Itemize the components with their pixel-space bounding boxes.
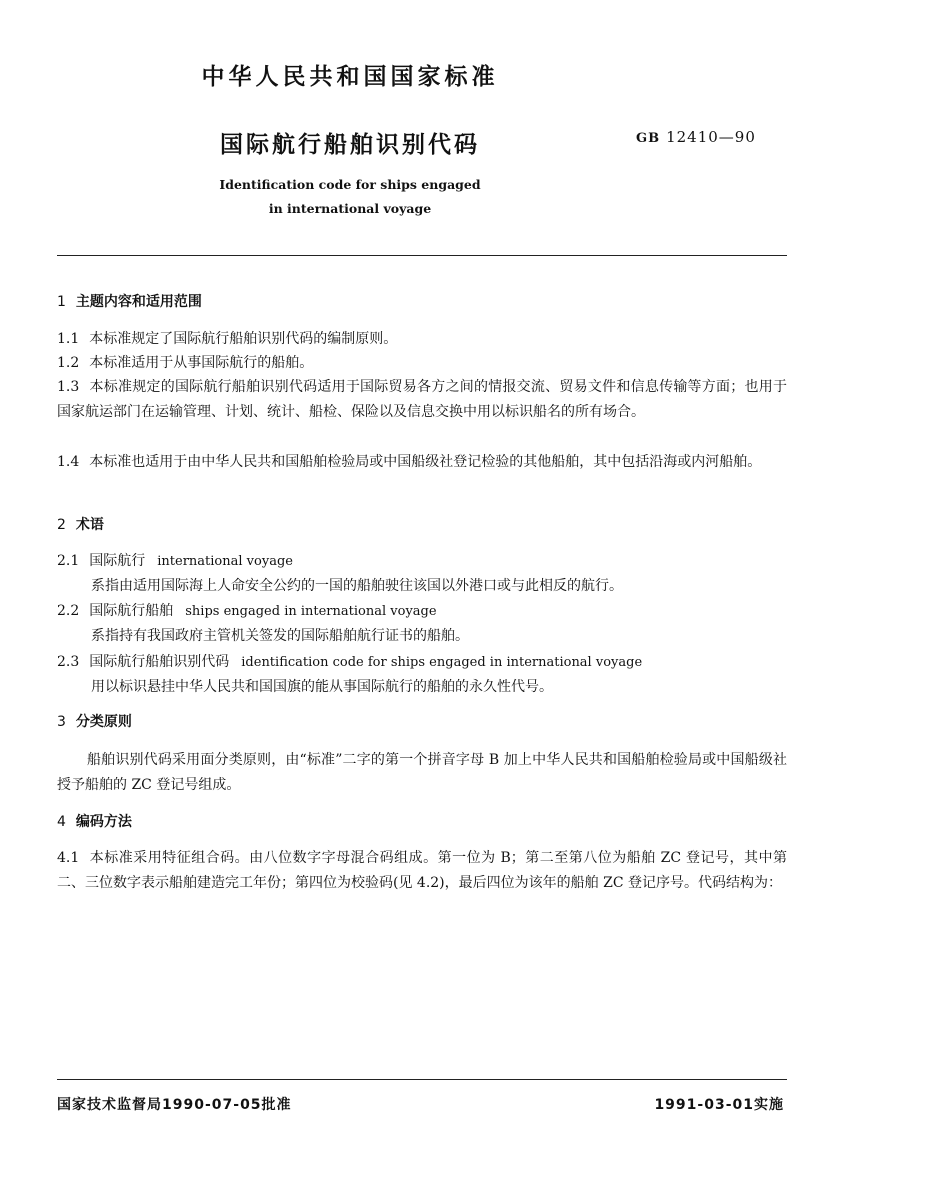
- section-1-title: 主题内容和适用范围: [75, 294, 202, 310]
- standard-code: [636, 128, 756, 146]
- term-number: 2.1: [57, 553, 80, 569]
- term-name: 国际航行船舶识别代码: [89, 654, 230, 670]
- clause-number: 1.2: [57, 355, 80, 371]
- term-2-3-definition: 用以标识悬挂中华人民共和国国旗的能从事国际航行的船舶的永久性代号。: [91, 679, 553, 695]
- clause-text: 本标准规定的国际航行船舶识别代码适用于国际贸易各方之间的情报交流、贸易文件和信息传输等方面；也用于国家航运部门在运输管理、计划、统计、船检、保险以及信息交换中用以标识船名的所有场合。: [57, 379, 787, 420]
- term-number: 2.3: [57, 654, 80, 670]
- national-standard-title: 中华人民共和国国家标准: [201, 64, 499, 90]
- implementation-date: 1991-03-01实施: [654, 1097, 784, 1113]
- section-2-title: 术语: [75, 517, 104, 533]
- clause-text: 本标准适用于从事国际航行的船舶。: [89, 355, 314, 371]
- term-name: 国际航行船舶: [89, 603, 174, 619]
- english-title-line-2: in international voyage: [268, 201, 432, 216]
- term-2-2-definition: 系指持有我国政府主管机关签发的国际船舶航行证书的船舶。: [91, 628, 469, 644]
- term-english: international voyage: [157, 554, 293, 569]
- standard-title: 国际航行船舶识别代码: [220, 132, 480, 158]
- clause-text: 本标准规定了国际航行船舶识别代码的编制原则。: [89, 331, 398, 347]
- section-3-paragraph: 船舶识别代码采用面分类原则，由“标准”二字的第一个拼音字母 B 加上中华人民共和国船舶检验局或中国船级社授予船舶的 ZC 登记号组成。: [57, 752, 787, 793]
- clause-text: 本标准采用特征组合码。由八位数字字母混合码组成。第一位为 B；第二至第八位为船舶 ZC 登记号，其中第二、三位数字表示船舶建造完工年份；第四位为校验码(见 4.2)，最后四位为该年的船舶 ZC 登记序号。代码结构为：: [57, 850, 787, 891]
- clause-1-4: [57, 450, 787, 475]
- header-divider: [57, 255, 787, 256]
- section-3-heading: [57, 710, 787, 735]
- term-2-2: [57, 599, 787, 624]
- clause-1-3: [57, 375, 787, 425]
- term-2-1-definition: 系指由适用国际海上人命安全公约的一国的船舶驶往该国以外港口或与此相反的航行。: [91, 578, 623, 594]
- clause-number: 1.3: [57, 379, 80, 395]
- clause-4-1: [57, 846, 787, 896]
- term-number: 2.2: [57, 603, 80, 619]
- section-1-number: 1: [57, 294, 66, 310]
- standard-code-prefix: GB: [636, 131, 661, 146]
- term-2-1: [57, 549, 787, 574]
- clause-number: 4.1: [57, 850, 80, 866]
- section-3-number: 3: [57, 714, 66, 730]
- section-4-number: 4: [57, 814, 66, 830]
- section-2-heading: [57, 513, 787, 538]
- section-4-heading: [57, 810, 787, 835]
- clause-1-1: [57, 327, 787, 352]
- footer-divider: [57, 1079, 787, 1080]
- clause-number: 1.4: [57, 454, 80, 470]
- section-1-heading: [57, 290, 787, 315]
- standard-code-number: 12410—90: [666, 128, 756, 146]
- term-english: identification code for ships engaged in international voyage: [241, 655, 643, 670]
- section-4-title: 编码方法: [75, 814, 132, 830]
- section-2-number: 2: [57, 517, 66, 533]
- clause-number: 1.1: [57, 331, 80, 347]
- clause-text: 本标准也适用于由中华人民共和国船舶检验局或中国船级社登记检验的其他船舶，其中包括沿海或内河船舶。: [89, 454, 762, 470]
- section-3-title: 分类原则: [75, 714, 132, 730]
- term-english: ships engaged in international voyage: [185, 604, 437, 619]
- term-2-3: [57, 650, 787, 675]
- term-name: 国际航行: [89, 553, 146, 569]
- clause-1-2: [57, 351, 787, 376]
- approval-date: 国家技术监督局1990-07-05批准: [57, 1097, 292, 1113]
- english-title-line-1: Identification code for ships engaged: [219, 177, 481, 192]
